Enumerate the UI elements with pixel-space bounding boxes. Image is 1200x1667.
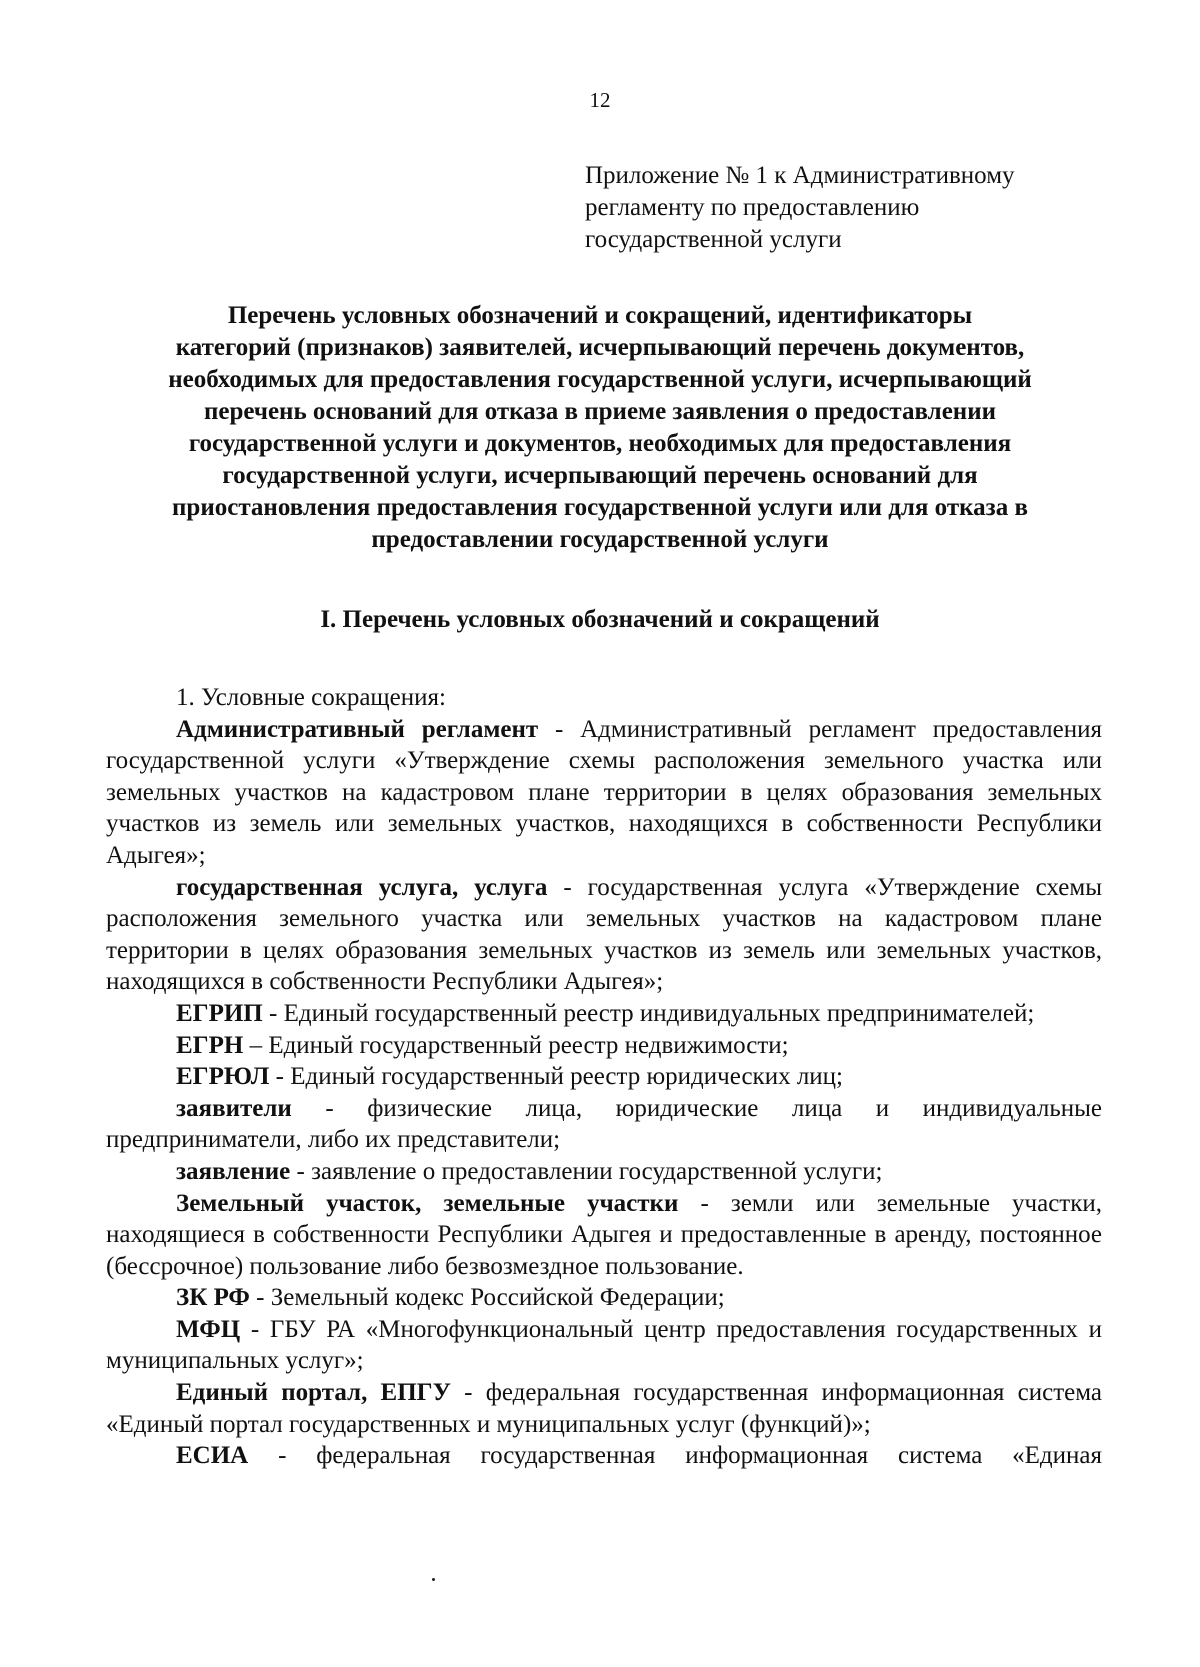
definition-separator: – [243,1031,269,1059]
definition-text: земли или земельные участки, находящиеся в собственности Республики Адыгея и предоставленные в аренду, постоянное (бессрочное) пользование либо безвозмездное пользование. [106,1189,1103,1280]
definition-separator: - [547,873,588,901]
definition-paragraph [106,1093,1102,1156]
definition-term: ЕГРН [176,1031,244,1059]
definition-term: ЗК РФ [176,1284,250,1312]
definition-separator: - [248,1442,317,1470]
definition-text: заявление о предоставлении государственной услуги; [311,1157,883,1185]
definition-paragraph [106,1156,1102,1188]
definition-term: заявители [176,1094,292,1122]
title-line: перечень оснований для отказа в приеме заявления о предоставлении [203,398,997,425]
definition-term: государственная услуга, услуга [176,873,548,901]
definition-term: ЕСИА [176,1442,249,1470]
definition-paragraph [106,1188,1102,1283]
definition-separator: - [240,1315,270,1343]
definition-term: ЕГРЮЛ [176,1063,270,1091]
section-heading: I. Перечень условных обозначений и сокращений [320,606,880,633]
definition-paragraph [106,1030,1102,1062]
definition-term: Единый портал, ЕПГУ [176,1379,451,1407]
definition-paragraph [106,1061,1102,1093]
definition-separator: - [262,999,284,1027]
title-line: предоставлении государственной услуги [371,526,829,553]
definition-text: ГБУ РА «Многофункциональный центр предоставления государственных и муниципальных услуг»; [106,1315,1103,1375]
definition-paragraph [106,872,1102,998]
appendix-line: государственной услуги [585,226,842,253]
definition-text: федеральная государственная информационная система «Единый портал государственных и муниципальных услуг (функций)»; [106,1379,1102,1438]
definition-separator: - [290,1157,312,1185]
definition-term: ЕГРИП [176,999,263,1027]
appendix-line: Приложение № 1 к Административному [585,162,1015,189]
title-line: приостановления предоставления государственной услуги или для отказа в [172,494,1028,521]
definition-paragraph [106,1440,1102,1472]
definition-paragraph [106,714,1102,872]
definition-text: федеральная государственная информационная система «Единая [316,1442,1102,1470]
definition-term: МФЦ [176,1315,241,1343]
definition-text: Земельный кодекс Российской Федерации; [270,1284,725,1312]
definition-paragraph [106,1314,1102,1377]
definition-term: Административный регламент [176,715,539,743]
definition-text: физические лица, юридические лица и индивидуальные предприниматели, либо их представители; [106,1094,1103,1154]
definition-text: Единый государственный реестр юридических лиц; [290,1063,844,1091]
definition-separator: - [450,1379,486,1407]
title-line: категорий (признаков) заявителей, исчерпывающий перечень документов, [175,334,1025,361]
definition-separator: - [291,1094,368,1122]
definition-separator: - [678,1189,731,1217]
definition-text: Единый государственный реестр индивидуальных предпринимателей; [283,999,1035,1027]
definition-separator: - [538,715,581,743]
title-line: государственной услуги, исчерпывающий перечень оснований для [222,462,978,489]
definition-term: заявление [176,1157,291,1185]
title-line: Перечень условных обозначений и сокращений, идентификаторы [227,302,973,329]
page-number: 12 [589,88,611,112]
document-title [90,300,1110,556]
definition-text: государственная услуга «Утверждение схемы расположения земельного участка или земельных участков на кадастровом плане территории в целях образования земельных участков из земель или земельных участков, находящихся в собственности Республики Адыгея»; [106,873,1102,996]
definition-text: Административный регламент предоставления государственной услуги «Утверждение схемы расположения земельного участка или земельных участков на кадастровом плане территории в целях образования земельных участков из земель или земельных участков, находящихся в собственности Республики Адыгея»; [106,715,1103,869]
definitions-body [106,682,1102,1472]
appendix-line: регламенту по предоставлению [585,194,920,221]
appendix-caption [585,160,1105,256]
intro-paragraph: 1. Условные сокращения: [176,684,446,711]
title-line: необходимых для предоставления государственной услуги, исчерпывающий [168,366,1032,393]
definition-separator: - [269,1063,291,1091]
title-line: государственной услуги и документов, необходимых для предоставления [188,430,1012,457]
definition-text: Единый государственный реестр недвижимости; [268,1031,789,1059]
definition-paragraph [106,1377,1102,1440]
scan-speck [432,1578,435,1581]
definition-separator: - [249,1284,271,1312]
definition-paragraph [106,998,1102,1030]
definition-paragraph [106,1282,1102,1314]
definition-term: Земельный участок, земельные участки [176,1189,679,1217]
